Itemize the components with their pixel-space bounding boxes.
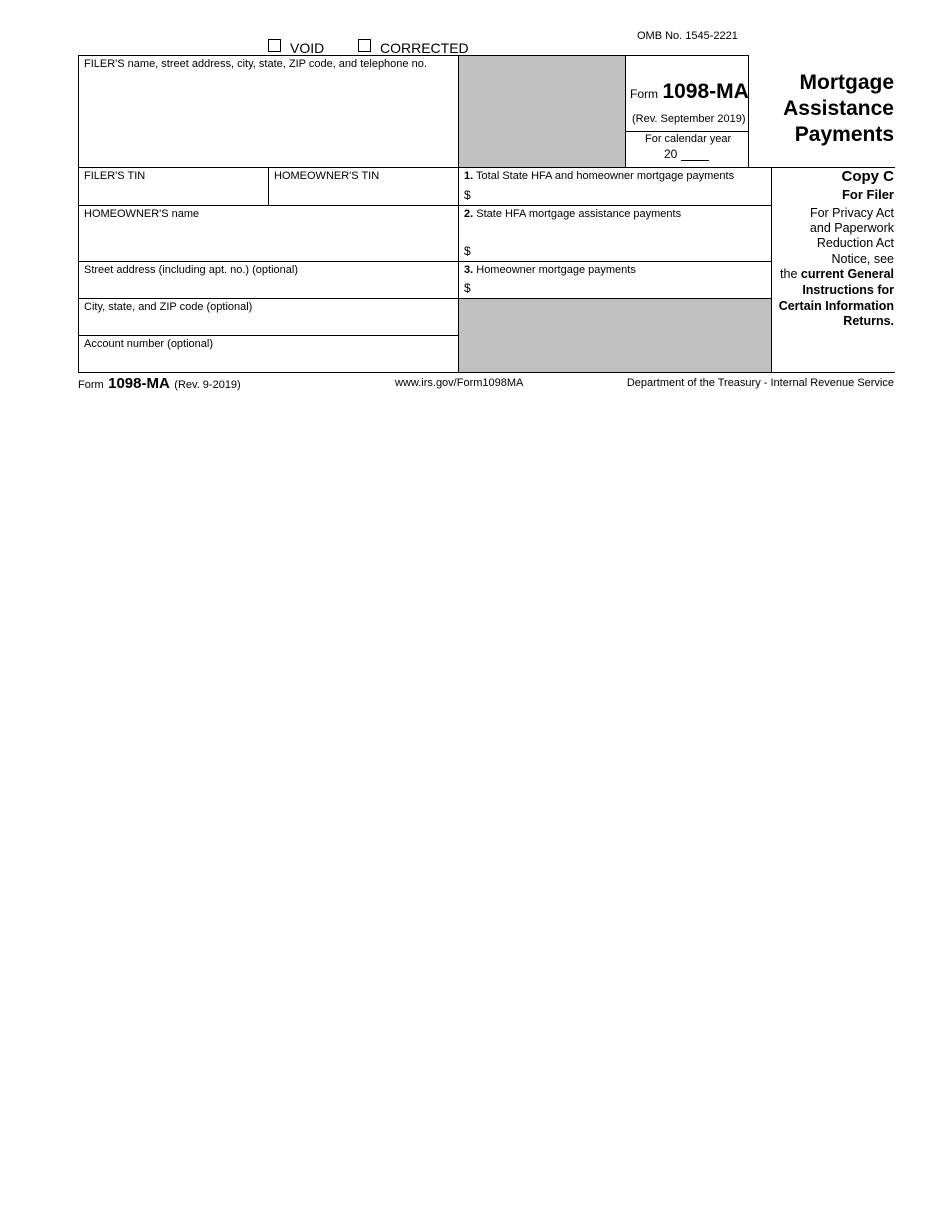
filer-name-address-field[interactable]: [80, 72, 456, 165]
box2-text: State HFA mortgage assistance payments: [476, 208, 682, 220]
omb-number: OMB No. 1545-2221: [637, 30, 738, 42]
form-revision: (Rev. September 2019): [632, 113, 746, 125]
form-word: Form: [630, 87, 658, 101]
copy-notice-line3: Reduction Act: [816, 236, 894, 250]
street-address-field[interactable]: [80, 278, 456, 296]
box2-amount-field[interactable]: [475, 240, 767, 259]
box1-amount-field[interactable]: [475, 185, 767, 203]
homeowner-tin-field[interactable]: [270, 183, 456, 203]
corrected-checkbox[interactable]: [358, 39, 371, 52]
copy-notice-line6: Instructions for: [802, 283, 894, 297]
footer-url: www.irs.gov/Form1098MA: [395, 377, 524, 389]
box1-currency: $: [464, 188, 471, 202]
homeowner-name-field[interactable]: [80, 222, 456, 259]
copy-notice-line5-bold: current General: [800, 267, 894, 281]
copy-notice-line7: Certain Information: [778, 299, 894, 313]
account-number-field[interactable]: [80, 352, 456, 370]
box3-amount-field[interactable]: [475, 278, 767, 296]
form-number: 1098-MA: [662, 80, 749, 103]
copy-notice-line8: Returns.: [843, 314, 894, 328]
copy-label: Copy C: [841, 168, 894, 185]
box1-label: [464, 170, 734, 183]
box3-label: [464, 264, 636, 277]
form-title-line1: Mortgage: [799, 71, 894, 94]
footer-revision: (Rev. 9-2019): [174, 379, 241, 391]
copy-notice-line5-prefix: the: [780, 267, 801, 281]
homeowner-tin-label: HOMEOWNER'S TIN: [274, 170, 380, 182]
homeowner-name-label: HOMEOWNER'S name: [84, 208, 200, 220]
box3-number: 3.: [464, 264, 474, 276]
filer-tin-label: FILER'S TIN: [84, 170, 146, 182]
city-state-zip-field[interactable]: [80, 315, 456, 333]
form-number-heading: [630, 80, 749, 104]
form-title-line3: Payments: [794, 123, 894, 146]
copy-notice-line1: For Privacy Act: [809, 206, 894, 220]
box2-label: [464, 208, 681, 221]
void-label: VOID: [290, 40, 325, 56]
account-number-label: Account number (optional): [84, 338, 214, 350]
form-title-line2: Assistance: [783, 97, 894, 120]
box1-number: 1.: [464, 170, 474, 182]
calendar-year-label: For calendar year: [645, 133, 732, 145]
copy-notice-line2: and Paperwork: [809, 221, 894, 235]
box3-currency: $: [464, 281, 471, 295]
footer-form-word: Form: [78, 379, 104, 391]
copy-notice-line5: [774, 267, 894, 282]
street-address-label: Street address (including apt. no.) (optional): [84, 264, 299, 276]
corrected-label: CORRECTED: [380, 40, 469, 56]
filer-tin-field[interactable]: [80, 183, 266, 203]
filer-name-address-label: FILER'S name, street address, city, state, ZIP code, and telephone no.: [84, 58, 427, 70]
box2-currency: $: [464, 244, 471, 258]
void-checkbox[interactable]: [268, 39, 281, 52]
calendar-year-field[interactable]: [681, 160, 709, 161]
calendar-year-prefix: 20: [664, 147, 678, 161]
copy-recipient: For Filer: [841, 187, 894, 202]
shaded-area-bottom: [459, 298, 771, 372]
footer-form-id: [78, 375, 241, 393]
copy-notice-line4: Notice, see: [831, 252, 894, 266]
box1-text: Total State HFA and homeowner mortgage payments: [476, 170, 735, 182]
shaded-area-top: [459, 56, 625, 167]
city-state-zip-label: City, state, and ZIP code (optional): [84, 301, 253, 313]
footer-department: Department of the Treasury - Internal Revenue Service: [626, 377, 894, 389]
footer-form-number: 1098-MA: [108, 375, 170, 392]
box3-text: Homeowner mortgage payments: [476, 264, 636, 276]
box2-number: 2.: [464, 208, 474, 220]
